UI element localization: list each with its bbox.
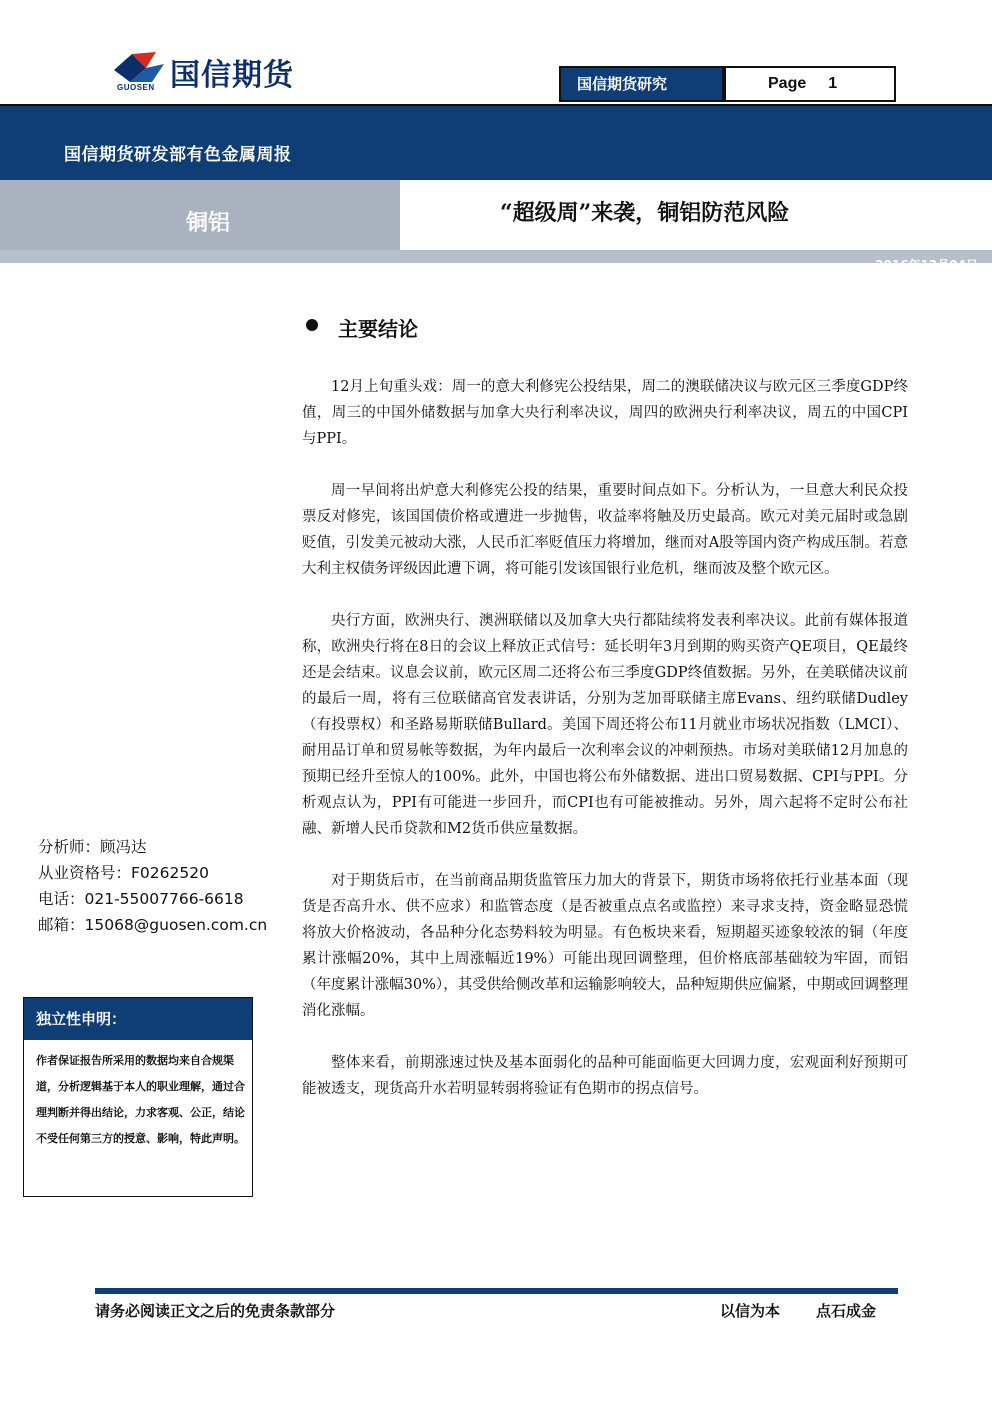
report-date: 2016年12月04日 [875,258,978,272]
page-indicator [724,66,896,102]
research-label: 国信期货研究 [559,66,724,102]
independence-box [23,997,253,1197]
report-title: “超级周”来袭，铜铝防范风险 [500,200,790,226]
paragraph: 12月上旬重头戏：周一的意大利修宪公投结果，周二的澳联储决议与欧元区三季度GDP终值，周三的中国外储数据与加拿大央行利率决议，周四的欧洲央行利率决议，周五的中国CPI与PPI。 [302,379,908,447]
slogan-1: 以信为本 [720,1302,781,1320]
analyst-email: 邮箱：15068@guosen.com.cn [38,916,268,934]
paragraph: 周一早间将出炉意大利修宪公投的结果，重要时间点如下。分析认为，一旦意大利民众投票反对修宪，该国国债价格或遭进一步抛售，收益率将触及历史最高。欧元对美元届时或急剧贬值，引发美元被动大涨，人民币汇率贬值压力将增加，继而对A股等国内资产构成压制。若意大利主权债务评级因此遭下调，将可能引发该国银行业危机，继而波及整个欧元区。 [302,483,908,577]
bullet-icon [306,319,318,331]
footer-rule [95,1288,898,1294]
date-strip [0,250,992,263]
footer-disclaimer: 请务必阅读正文之后的免责条款部分 [95,1302,336,1320]
logo-text: 国信期货 [170,58,294,93]
category-label: 铜铝 [186,211,231,236]
independence-text: 作者保证报告所采用的数据均来自合规渠道，分析逻辑基于本人的职业理解，通过合理判断并得出结论，力求客观、公正，结论不受任何第三方的授意、影响，特此声明。 [36,1054,245,1145]
page-number: 1 [828,75,838,92]
paragraph: 央行方面，欧洲央行、澳洲联储以及加拿大央行都陆续将发表利率决议。此前有媒体报道称，欧洲央行将在8日的会议上释放正式信号：延长明年3月到期的购买资产QE项目，QE最终还是会结束。议息会议前，欧元区周二还将公布三季度GDP终值数据。另外，在美联储决议前的最后一周，将有三位联储高官发表讲话，分别为芝加哥联储主席Evans、纽约联储Dudley（有投票权）和圣路易斯联储Bullard。美国下周还将公布11月就业市场状况指数（LMCI）、耐用品订单和贸易帐等数据，为年内最后一次利率会议的冲刺预热。市场对美联储12月加息的预期已经升至惊人的100%。此外，中国也将公布外储数据、进出口贸易数据、CPI与PPI。分析观点认为，PPI有可能进一步回升，而CPI也有可能被推动。另外，周六起将不定时公布社融、新增人民币贷款和M2货币供应量数据。 [302,613,908,837]
guosen-logo-icon [112,48,168,88]
paragraph: 整体来看，前期涨速过快及基本面弱化的品种可能面临更大回调力度，宏观面利好预期可能被透支，现货高升水若明显转弱将验证有色期市的拐点信号。 [302,1055,908,1097]
slogan-2: 点石成金 [816,1302,877,1320]
analyst-name: 分析师：顾冯达 [38,838,147,856]
report-series-title: 国信期货研发部有色金属周报 [64,145,292,165]
section-heading: 主要结论 [338,317,418,341]
page-label: Page [768,75,807,92]
independence-heading: 独立性申明： [24,998,252,1040]
report-body [302,374,908,1128]
logo-subtext: GUOSEN [117,83,155,92]
analyst-license: 从业资格号：F0262520 [38,864,209,882]
paragraph: 对于期货后市，在当前商品期货监管压力加大的背景下，期货市场将依托行业基本面（现货是否高升水、供不应求）和监管态度（是否被重点点名或监控）来寻求支持，资金略显恐慌将放大价格波动，各品种分化态势料较为明显。有色板块来看，短期超买迹象较浓的铜（年度累计涨幅20%，其中上周涨幅近19%）可能出现回调整理，但价格底部基础较为牢固，而铝（年度累计涨幅30%），其受供给侧改革和运输影响较大，品种短期供应偏紧，中期或回调整理消化涨幅。 [302,873,908,1019]
footer-slogan [720,1300,876,1321]
analyst-phone: 电话：021-55007766-6618 [38,890,244,908]
analyst-info [38,834,267,938]
